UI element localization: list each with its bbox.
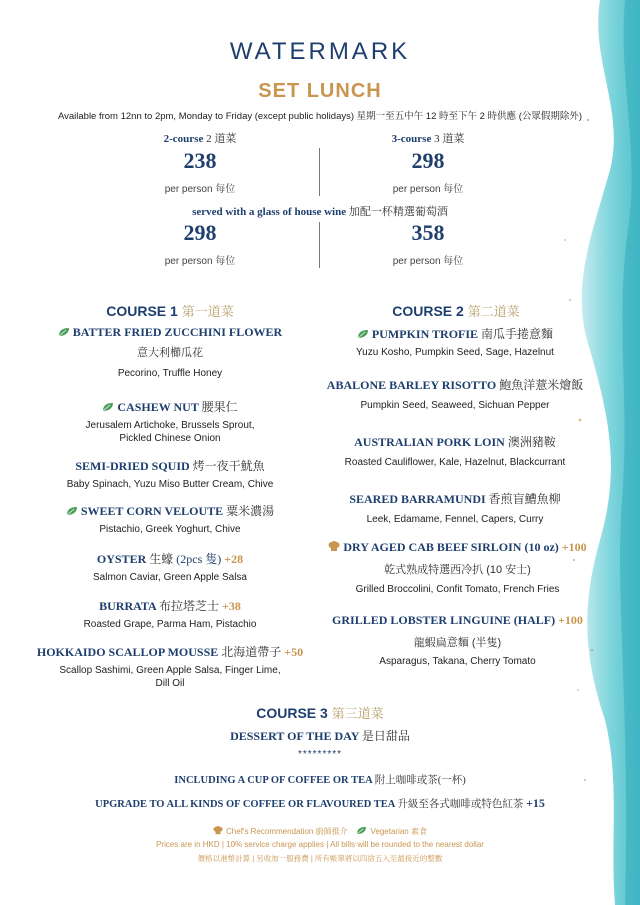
item-quantity: (2pcs 隻) <box>176 552 222 566</box>
course1-heading <box>40 301 300 320</box>
supplement-price: +100 <box>561 540 587 554</box>
coffee-text: INCLUDING A CUP OF COFFEE OR TEA <box>174 775 373 786</box>
item-name-zh: 布拉塔芝士 <box>159 599 220 613</box>
three-course-wine-price: 358 <box>411 220 445 245</box>
item-name: ABALONE BARLEY RISOTTO <box>326 378 497 392</box>
item-description: Pecorino, Truffle Honey <box>117 368 223 379</box>
two-course-price: 238 <box>183 148 217 173</box>
price-note-zh: 價格以港幣計算 | 另收加一服務費 | 所有帳單將以四捨五入至最接近的整數 <box>197 854 443 863</box>
item-description: Pistachio, Greek Yoghurt, Chive <box>99 524 241 535</box>
course2-heading <box>326 301 586 320</box>
vegetarian-leaf-icon <box>102 402 114 412</box>
price-three-course-wine <box>338 218 518 267</box>
item-description: Leek, Edamame, Fennel, Capers, Curry <box>366 514 544 525</box>
two-course-wine-price: 298 <box>183 220 217 245</box>
course2-item-pork-loin <box>320 433 590 469</box>
item-name: SEMI-DRIED SQUID <box>75 459 190 473</box>
vegetarian-leaf-icon <box>58 327 70 337</box>
course2-item-lobster-linguine <box>315 613 600 668</box>
three-course-label: 3-course <box>391 133 432 145</box>
course1-heading-zh: 第一道菜 <box>181 304 234 319</box>
item-description: Pickled Chinese Onion <box>119 433 221 444</box>
price-two-course <box>110 130 290 195</box>
item-description: Pumpkin Seed, Seaweed, Sichuan Pepper <box>360 400 550 411</box>
item-name-zh: 南瓜手捲意麵 <box>481 327 554 341</box>
course1-item-burrata <box>30 597 310 631</box>
chef-hat-icon <box>213 826 223 835</box>
course1-item-corn-veloute <box>30 502 310 536</box>
item-name-zh: 烤一夜干魷魚 <box>192 459 265 473</box>
course3-heading-en: COURSE 3 <box>256 705 328 721</box>
price-divider <box>319 148 320 196</box>
item-name-zh: 龍蝦扁意麵 (半隻) <box>413 637 502 649</box>
item-name-zh: 香煎盲鰽魚柳 <box>488 492 561 506</box>
course2-item-barramundi <box>320 490 590 526</box>
legend <box>0 826 640 837</box>
item-name-zh: 乾式熟成特選西冷扒 (10 安士) <box>384 564 531 576</box>
upgrade-text-zh: 升級至各式咖啡或特色紅茶 <box>397 799 524 810</box>
item-description: Grilled Broccolini, Confit Tomato, French Fries <box>355 584 560 595</box>
dessert-line <box>0 727 640 744</box>
two-course-label-zh: 2 道菜 <box>206 133 237 145</box>
vegetarian-leaf-icon <box>356 826 367 835</box>
wine-label-zh: 加配一杯精選葡萄酒 <box>348 206 448 218</box>
item-name: BATTER FRIED ZUCCHINI FLOWER <box>72 325 283 339</box>
item-name: PUMPKIN TROFIE <box>371 327 479 341</box>
course1-item-oyster <box>30 550 310 584</box>
supplement-price: +28 <box>224 552 244 566</box>
vegetarian-legend: Vegetarian 素食 <box>370 827 427 836</box>
coffee-text-zh: 附上咖啡或茶(一杯) <box>374 775 466 786</box>
vegetarian-leaf-icon <box>66 506 78 516</box>
course1-heading-en: COURSE 1 <box>106 303 178 319</box>
course1-item-squid <box>30 457 310 491</box>
dessert-name-zh: 是日甜品 <box>361 729 410 743</box>
item-name-zh: 生蠔 <box>149 552 174 566</box>
supplement-price: +50 <box>284 645 304 659</box>
item-name: AUSTRALIAN PORK LOIN <box>354 435 505 449</box>
item-description: Roasted Grape, Parma Ham, Pistachio <box>83 619 257 630</box>
dessert-name: DESSERT OF THE DAY <box>230 729 359 743</box>
course2-heading-en: COURSE 2 <box>392 303 464 319</box>
item-description: Roasted Cauliflower, Kale, Hazelnut, Blackcurrant <box>344 457 566 468</box>
separator-stars: ********* <box>297 749 343 760</box>
course2-item-pumpkin-trofie <box>320 325 590 359</box>
item-description: Asparagus, Takana, Cherry Tomato <box>379 656 536 667</box>
three-course-price: 298 <box>411 148 445 173</box>
item-name: GRILLED LOBSTER LINGUINE (HALF) <box>332 613 556 627</box>
upgrade-text: UPGRADE TO ALL KINDS OF COFFEE OR FLAVOURED TEA <box>95 799 395 810</box>
course2-heading-zh: 第二道菜 <box>467 304 520 319</box>
item-name-zh: 鮑魚洋薏米燴飯 <box>499 378 584 392</box>
vegetarian-leaf-icon <box>357 329 369 339</box>
supplement-price: +100 <box>558 613 583 627</box>
item-name: HOKKAIDO SCALLOP MOUSSE <box>36 645 219 659</box>
per-person-label: per person 每位 <box>392 256 464 267</box>
item-name: BURRATA <box>99 599 157 613</box>
item-description: Yuzu Kosho, Pumpkin Seed, Sage, Hazelnut <box>356 347 554 358</box>
upgrade-line <box>0 796 640 811</box>
wine-option-label <box>0 203 640 219</box>
course3-heading <box>0 703 640 722</box>
page-title: SET LUNCH <box>258 80 382 102</box>
supplement-price: +15 <box>526 796 545 810</box>
per-person-label: per person 每位 <box>164 256 236 267</box>
item-name-zh: 粟米濃湯 <box>226 504 275 518</box>
price-three-course <box>338 130 518 195</box>
item-description: Jerusalem Artichoke, Brussels Sprout, <box>85 420 255 431</box>
item-name: CASHEW NUT <box>117 400 199 414</box>
price-two-course-wine <box>110 218 290 267</box>
item-name: OYSTER <box>96 552 147 566</box>
brand-logo: WATERMARK <box>229 38 411 65</box>
item-description: Scallop Sashimi, Green Apple Salsa, Finger Lime, <box>59 665 281 676</box>
coffee-line <box>0 772 640 787</box>
availability-text: Available from 12nn to 2pm, Monday to Friday (except public holidays) 星期一至五中午 12 時至下午 2 時供應 (公眾假期除外) <box>57 111 583 122</box>
course1-item-zucchini <box>30 325 310 380</box>
per-person-label: per person 每位 <box>392 184 464 195</box>
three-course-label-zh: 3 道菜 <box>434 133 465 145</box>
supplement-price: +38 <box>222 599 241 613</box>
item-description: Baby Spinach, Yuzu Miso Butter Cream, Chive <box>66 479 274 490</box>
item-name: DRY AGED CAB BEEF SIRLOIN (10 oz) <box>343 540 559 554</box>
item-description: Dill Oil <box>155 678 185 689</box>
course2-item-beef-sirloin <box>315 540 600 596</box>
course3-heading-zh: 第三道菜 <box>331 706 384 721</box>
item-description: Salmon Caviar, Green Apple Salsa <box>93 572 247 583</box>
course2-item-abalone-risotto <box>320 376 590 412</box>
price-note: Prices are in HKD | 10% service charge applies | All bills will be rounded to the nearest dollar <box>156 840 484 849</box>
wine-label-en: served with a glass of house wine <box>192 206 347 218</box>
item-name-zh: 北海道帶子 <box>221 645 282 659</box>
item-name-zh: 意大利櫛瓜花 <box>137 347 203 359</box>
chef-hat-icon <box>328 541 340 552</box>
two-course-label: 2-course <box>163 133 204 145</box>
per-person-label: per person 每位 <box>164 184 236 195</box>
item-name: SEARED BARRAMUNDI <box>349 492 486 506</box>
item-name-zh: 澳洲豬鞍 <box>507 435 556 449</box>
chef-recommendation-legend: Chef's Recommendation 廚師推介 <box>226 827 348 836</box>
item-name-zh: 腰果仁 <box>201 400 238 414</box>
course1-item-cashew <box>30 398 310 445</box>
item-name: SWEET CORN VELOUTE <box>80 504 224 518</box>
price-divider <box>319 222 320 268</box>
course1-item-scallop <box>20 643 320 690</box>
